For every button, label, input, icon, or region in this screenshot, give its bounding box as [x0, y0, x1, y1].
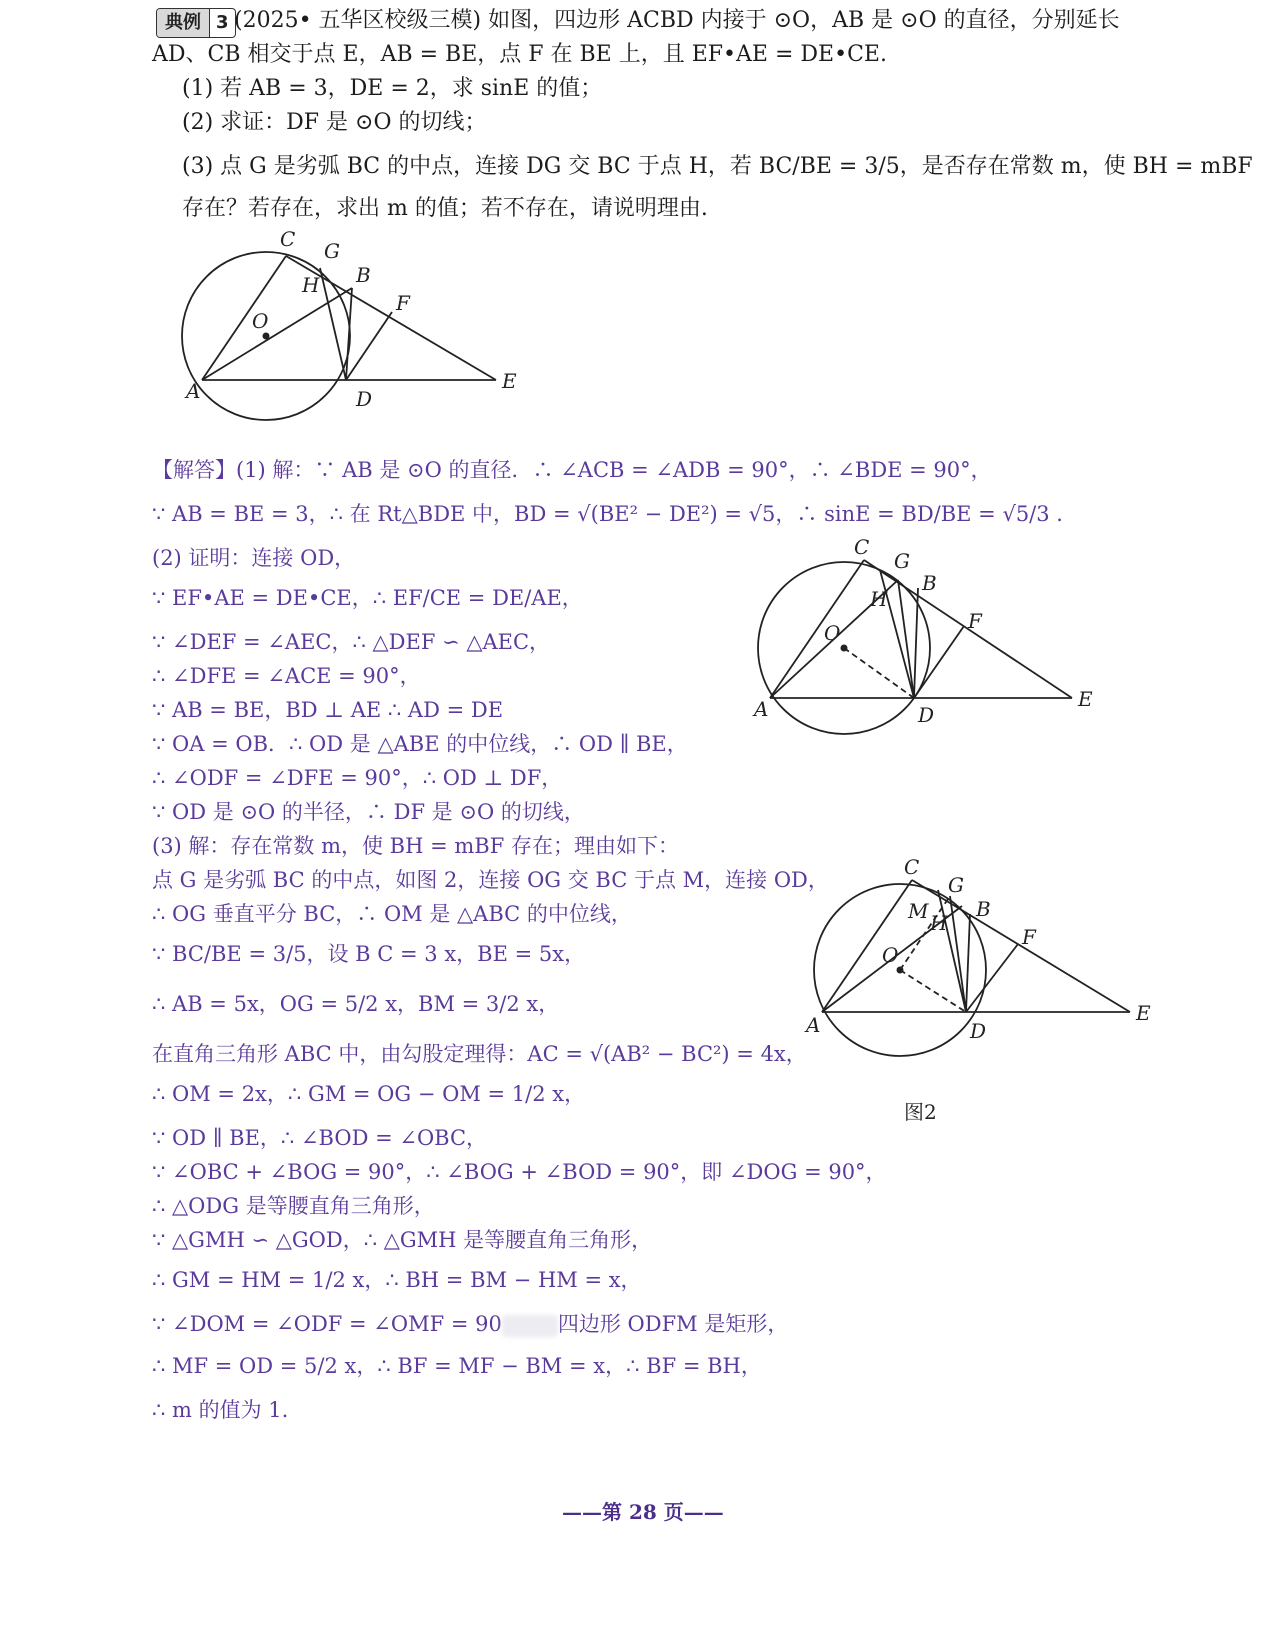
solution-line-17: ∴ OM = 2x，∴ GM = OG − OM = 1/2 x，: [152, 1082, 586, 1106]
fig3-label-C: C: [904, 855, 920, 879]
question-1: (1) 若 AB = 3，DE = 2，求 sinE 的值；: [182, 76, 603, 101]
solution-line-12: 点 G 是劣弧 BC 的中点，如图 2，连接 OG 交 BC 于点 M，连接 OD，: [152, 868, 829, 892]
solution-line-25: ∴ m 的值为 1.: [152, 1398, 289, 1422]
fig1-label-B: B: [356, 263, 371, 287]
fig2-label-A: A: [754, 697, 769, 721]
figure-2: [800, 852, 1160, 1062]
problem-line-2: AD、CB 相交于点 E，AB = BE，点 F 在 BE 上，且 EF•AE = DE•CE.: [152, 42, 887, 67]
fig3-label-O: O: [882, 943, 899, 967]
question-3-continued: 存在？若存在，求出 m 的值；若不存在，请说明理由.: [182, 196, 708, 221]
solution-line-1: 【解答】(1) 解：∵ AB 是 ⊙O 的直径．∴ ∠ACB = ∠ADB = 90°，∴ ∠BDE = 90°，: [152, 458, 992, 482]
fig3-label-F: F: [1022, 925, 1036, 949]
solution-line-10: ∵ OD 是 ⊙O 的半径，∴ DF 是 ⊙O 的切线，: [152, 800, 585, 824]
solution-line-23: [152, 1310, 788, 1338]
blurred-text: [502, 1315, 558, 1337]
fig2-label-H: H: [870, 587, 888, 611]
solution-line-7: ∵ AB = BE，BD ⊥ AE ∴ AD = DE: [152, 698, 504, 722]
solution-line-18: ∵ OD ∥ BE，∴ ∠BOD = ∠OBC，: [152, 1126, 488, 1150]
page-number: ——第 28 页——: [562, 1500, 724, 1524]
fig1-label-F: F: [396, 291, 410, 315]
question-3: (3) 点 G 是劣弧 BC 的中点，连接 DG 交 BC 于点 H，若 BC/BE = 3/5，是否存在常数 m，使 BH = mBF: [182, 154, 1253, 179]
solution-line-3: (2) 证明：连接 OD，: [152, 546, 356, 570]
fig2-label-O: O: [824, 621, 841, 645]
fig2-label-G: G: [894, 549, 910, 573]
fig3-label-D: D: [970, 1019, 987, 1043]
fig3-label-E: E: [1136, 1001, 1151, 1025]
fig2-label-C: C: [854, 535, 870, 559]
solution-line-21: ∵ △GMH ∽ △GOD，∴ △GMH 是等腰直角三角形，: [152, 1228, 653, 1252]
fig2-label-E: E: [1078, 687, 1093, 711]
solution-line-23-b: 四边形 ODFM 是矩形，: [557, 1312, 789, 1336]
fig2-label-D: D: [918, 703, 935, 727]
solution-line-23-a: ∵ ∠DOM = ∠ODF = ∠OMF = 90: [152, 1312, 502, 1336]
solution-line-14: ∵ BC/BE = 3/5，设 B C = 3 x，BE = 5x，: [152, 942, 586, 966]
solution-line-2: ∵ AB = BE = 3，∴ 在 Rt△BDE 中，BD = √(BE² − DE²) = √5，∴ sinE = BD/BE = √5/3 .: [152, 502, 1063, 526]
example-tag-number: 3: [209, 9, 235, 37]
solution-line-8: ∵ OA = OB．∴ OD 是 △ABE 的中位线，∴ OD ∥ BE，: [152, 732, 688, 756]
fig1-label-D: D: [356, 387, 373, 411]
solution-line-15: ∴ AB = 5x，OG = 5/2 x，BM = 3/2 x，: [152, 992, 560, 1016]
fig3-label-M: M: [908, 899, 929, 923]
fig3-label-H: H: [930, 911, 948, 935]
solution-line-13: ∴ OG 垂直平分 BC，∴ OM 是 △ABC 的中位线，: [152, 902, 632, 926]
solution-line-19: ∵ ∠OBC + ∠BOG = 90°，∴ ∠BOG + ∠BOD = 90°，即 ∠DOG = 90°，: [152, 1160, 887, 1184]
solution-line-16: 在直角三角形 ABC 中，由勾股定理得：AC = √(AB² − BC²) = 4x，: [152, 1042, 807, 1066]
fig1-label-G: G: [324, 239, 340, 263]
fig2-label-B: B: [922, 571, 937, 595]
solution-line-22: ∴ GM = HM = 1/2 x，∴ BH = BM − HM = x，: [152, 1268, 642, 1292]
figure-1: [170, 228, 530, 438]
fig1-label-E: E: [502, 369, 517, 393]
solution-line-9: ∴ ∠ODF = ∠DFE = 90°，∴ OD ⊥ DF，: [152, 766, 563, 790]
example-tag: [156, 8, 236, 38]
figure-proof: [740, 530, 1100, 740]
solution-line-11: (3) 解：存在常数 m，使 BH = mBF 存在；理由如下：: [152, 834, 679, 858]
fig3-label-B: B: [976, 897, 991, 921]
fig1-label-O: O: [252, 309, 269, 333]
solution-line-24: ∴ MF = OD = 5/2 x，∴ BF = MF − BM = x，∴ BF = BH，: [152, 1354, 762, 1378]
solution-line-4: ∵ EF•AE = DE•CE，∴ EF/CE = DE/AE，: [152, 586, 583, 610]
question-2: (2) 求证：DF 是 ⊙O 的切线；: [182, 110, 487, 135]
fig3-label-A: A: [806, 1013, 821, 1037]
solution-line-6: ∴ ∠DFE = ∠ACE = 90°，: [152, 664, 421, 688]
figure-2-caption: 图2: [904, 1100, 937, 1124]
solution-line-5: ∵ ∠DEF = ∠AEC，∴ △DEF ∽ △AEC，: [152, 630, 551, 654]
problem-line-1: (2025• 五华区校级三模) 如图，四边形 ACBD 内接于 ⊙O，AB 是 ⊙O 的直径，分别延长: [234, 8, 1120, 33]
example-tag-label: 典例: [157, 9, 209, 37]
solution-line-20: ∴ △ODG 是等腰直角三角形，: [152, 1194, 435, 1218]
fig3-label-G: G: [948, 873, 964, 897]
fig1-label-A: A: [186, 379, 201, 403]
fig1-label-C: C: [280, 228, 296, 251]
fig1-label-H: H: [302, 273, 320, 297]
fig2-label-F: F: [968, 609, 982, 633]
